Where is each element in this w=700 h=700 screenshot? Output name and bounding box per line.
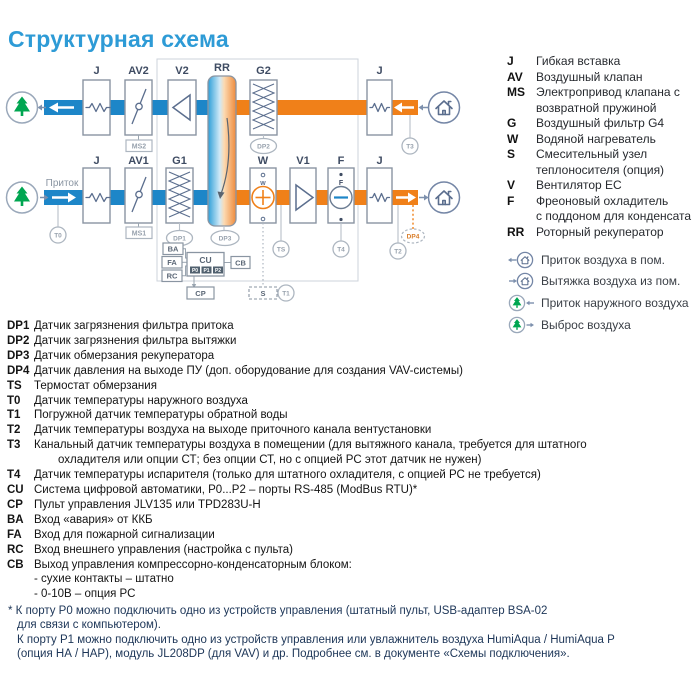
definition-text: Система цифровой автоматики, P0...P2 – порты RS-485 (ModBus RTU)* <box>34 483 418 496</box>
definition-key: T3 <box>7 439 21 452</box>
input-label-ba: BA <box>167 244 179 254</box>
definition-key: BA <box>7 513 24 526</box>
port-label-p2: P2 <box>214 268 222 274</box>
house-arrow-in-icon <box>507 272 536 290</box>
sensor-label-t2: T2 <box>394 248 402 256</box>
footnote-line: * К порту P0 можно подключить одно из устройств управления (штатный пульт, USB-адаптер BSA-02 <box>8 605 548 617</box>
flexible-insert-box-supply-left <box>83 168 110 223</box>
input-label-fa: FA <box>167 258 177 267</box>
legend-item <box>507 178 699 194</box>
label-v1: V1 <box>296 155 310 167</box>
flow-legend-label: Приток наружного воздуха <box>541 295 689 310</box>
definition-row <box>7 364 683 379</box>
label-g1: G1 <box>172 155 187 167</box>
definition-row <box>7 528 683 543</box>
definition-sub-item: - 0-10В – опция РС <box>34 588 136 601</box>
footnote-line: К порту P1 можно подключить одно из устройств управления или увлажнитель воздуха HumiAqua / HumiAqua P <box>17 633 615 646</box>
sensor-dp3 <box>211 231 239 246</box>
footnote-line: для связи с компьютером). <box>17 619 161 632</box>
terminal-arrow-icon <box>419 195 429 201</box>
mixing-unit-s-optional <box>249 287 277 299</box>
freon-cooler-small-label: F <box>338 180 344 187</box>
port-label-p0: P0 <box>191 268 199 274</box>
legend-text: Смесительный узел <box>536 147 648 161</box>
legend-key: AV <box>507 69 523 84</box>
legend-text-wrap: с поддоном для конденсата <box>536 209 692 223</box>
label-j-exhaust-right: J <box>376 65 383 77</box>
port-label-p1: P1 <box>203 268 210 274</box>
sensor-t1 <box>277 285 294 301</box>
legend-item <box>507 54 699 70</box>
legend-text: Роторный рекуператор <box>536 224 664 239</box>
definition-key: T4 <box>7 469 21 482</box>
label-g2: G2 <box>256 65 271 77</box>
definition-row <box>7 438 683 453</box>
flow-legend-item <box>507 292 699 314</box>
legend-item <box>507 70 699 86</box>
definition-row <box>7 558 683 573</box>
legend-item <box>507 132 699 148</box>
mixing-unit-label: S <box>260 289 266 298</box>
output-cb <box>231 257 250 269</box>
label-j-supply-left: J <box>93 155 100 167</box>
control-unit-cu <box>187 253 224 277</box>
definition-key: FA <box>7 528 22 541</box>
legend-text: Гибкая вставка <box>536 54 621 68</box>
actuator-ms2 <box>126 140 152 152</box>
input-fa <box>162 257 182 269</box>
supply-inlet-label: Приток <box>45 178 79 189</box>
flow-legend-label: Выброс воздуха <box>541 317 631 332</box>
definition-row <box>7 483 683 498</box>
flow-legend-label: Приток воздуха в пом. <box>541 252 665 267</box>
control-panel-cp <box>187 287 214 299</box>
definition-text: Выход управления компрессорно-конденсаторным блоком: <box>34 558 352 571</box>
legend-key: G <box>507 116 517 130</box>
sensor-label-dp4: DP4 <box>406 233 420 241</box>
sensor-label-dp1: DP1 <box>173 235 186 243</box>
definition-key: DP1 <box>7 320 30 332</box>
legend-text: Воздушный фильтр G4 <box>536 116 665 130</box>
sensor-t2 <box>390 243 406 259</box>
definition-text-continuation: охладителя или опции СТ; без опции СТ, но с опцией РС этот датчик не нужен) <box>58 454 482 467</box>
sensor-t0 <box>50 227 66 243</box>
definition-row <box>7 319 683 334</box>
definition-text: Вход «авария» от ККБ <box>34 513 153 526</box>
sensor-dp4-optional <box>402 229 425 243</box>
tree-icon <box>7 92 38 123</box>
definition-text: Датчик температуры воздуха на выходе приточного канала вентустановки <box>34 424 432 437</box>
definition-row <box>7 423 683 438</box>
definition-text: Погружной датчик температуры обратной воды <box>34 409 288 422</box>
legend-key: J <box>507 54 514 68</box>
house-arrow-out-icon <box>507 251 536 269</box>
definition-sub-item: - сухие контакты – штатно <box>34 573 174 586</box>
definition-row <box>7 408 683 423</box>
definition-row <box>7 349 683 364</box>
definition-text: Датчик обмерзания рекуператора <box>34 349 215 362</box>
label-av2: AV2 <box>128 65 149 77</box>
legend-key: V <box>507 178 516 192</box>
definition-text: Канальный датчик температуры воздуха в помещении (для вытяжного канала, требуется для штатного <box>34 439 587 452</box>
input-ba <box>163 243 183 255</box>
definition-text: Датчик давления на выходе ПУ (доп. оборудование для создания VAV-системы) <box>34 364 463 377</box>
house-icon <box>429 182 460 213</box>
legend-item <box>507 85 699 116</box>
definition-key: CP <box>7 498 23 511</box>
control-unit-label: CU <box>199 255 212 265</box>
definition-text: Датчик температуры наружного воздуха <box>34 394 248 407</box>
legend-key: S <box>507 147 516 161</box>
input-rc <box>162 270 182 282</box>
definitions-list <box>7 319 683 602</box>
legend-text-wrap: теплоносителя (опция) <box>536 162 665 177</box>
definition-row <box>7 468 683 483</box>
definition-key: T2 <box>7 424 21 437</box>
definition-key: CU <box>7 483 24 496</box>
tree-icon <box>7 182 38 213</box>
legend-item <box>507 116 699 132</box>
legend-item <box>507 225 699 241</box>
definition-text: Вход внешнего управления (настройка с пульта) <box>34 543 294 556</box>
legend-text: Воздушный клапан <box>536 69 643 84</box>
terminal-arrow-icon <box>419 105 430 111</box>
sensor-label-t1: T1 <box>282 290 290 298</box>
footnotes <box>8 604 688 661</box>
definition-text: Пульт управления JLV135 или TPD283U-H <box>34 498 261 511</box>
actuator-label-ms2: MS2 <box>131 143 147 151</box>
definition-text: Вход для пожарной сигнализации <box>34 528 215 541</box>
definition-row <box>7 543 683 558</box>
input-label-rc: RC <box>166 271 178 281</box>
page-title: Структурная схема <box>8 26 229 52</box>
sensor-t3 <box>402 138 418 154</box>
definition-row <box>7 379 683 394</box>
definition-row <box>7 498 683 513</box>
flow-legend-item <box>507 271 699 293</box>
legend-key: RR <box>507 224 525 239</box>
definition-key: DP4 <box>7 364 30 377</box>
tree-arrow-in-icon <box>507 294 536 312</box>
label-v2: V2 <box>175 65 189 77</box>
rotary-recuperator <box>208 76 236 226</box>
flow-legend-label: Вытяжка воздуха из пом. <box>541 274 681 289</box>
definition-text: Датчик загрязнения фильтра вытяжки <box>34 334 237 347</box>
sensor-label-t3: T3 <box>406 143 414 151</box>
flexible-insert-box-supply-right <box>367 168 392 223</box>
label-j-exhaust-left: J <box>93 65 100 77</box>
sensor-label-t4: T4 <box>337 246 345 254</box>
definition-key: CB <box>7 558 24 571</box>
sensor-dp2 <box>251 139 277 154</box>
legend-item <box>507 147 699 178</box>
definition-key: T0 <box>7 394 21 407</box>
label-j-supply-right: J <box>376 155 383 167</box>
definition-text: Датчик температуры испарителя (только для штатного охладителя, с опцией РС не требуется) <box>34 469 541 482</box>
legend-panel <box>507 54 699 335</box>
output-label-cb: CB <box>235 258 246 268</box>
water-heater-small-label: w <box>260 180 266 187</box>
definition-text: Термостат обмерзания <box>34 379 157 392</box>
sensor-label-dp3: DP3 <box>218 235 232 243</box>
sensor-label-t0: T0 <box>54 232 62 240</box>
legend-key: W <box>507 131 519 146</box>
control-panel-label: CP <box>195 289 206 298</box>
house-icon <box>429 92 460 123</box>
structural-scheme-diagram <box>0 0 500 320</box>
legend-key: MS <box>507 85 525 99</box>
label-f: F <box>337 155 345 167</box>
label-w: W <box>257 155 269 167</box>
label-av1: AV1 <box>128 155 149 167</box>
legend-text: Электропривод клапана с <box>536 85 680 99</box>
definition-key: DP3 <box>7 349 30 362</box>
definition-key: RC <box>7 543 24 556</box>
legend-text: Фреоновый охладитель <box>536 193 669 208</box>
sensor-label-ts: TS <box>276 246 286 254</box>
flow-legend-item <box>507 249 699 271</box>
footnote-line: (опция НА / НАР), модуль JL208DP (для VAV) и др. Подробнее см. в документе «Схемы подключения». <box>17 647 570 660</box>
definition-key: T1 <box>7 409 21 422</box>
legend-text-wrap: возвратной пружиной <box>536 100 657 115</box>
definition-key: DP2 <box>7 334 30 347</box>
definition-row <box>7 394 683 409</box>
sensor-label-dp2: DP2 <box>257 143 270 151</box>
legend-text: Вентилятор EC <box>536 178 622 192</box>
definition-key: TS <box>7 379 22 392</box>
definition-row <box>7 513 683 528</box>
actuator-ms1 <box>126 227 152 239</box>
definition-row <box>7 334 683 349</box>
label-rr: RR <box>214 62 230 74</box>
legend-text: Водяной нагреватель <box>536 131 656 146</box>
definition-text: Датчик загрязнения фильтра притока <box>34 320 234 332</box>
legend-item <box>507 194 699 225</box>
legend-key: F <box>507 193 515 208</box>
actuator-label-ms1: MS1 <box>131 230 147 238</box>
sensor-ts <box>273 241 289 257</box>
sensor-t4 <box>333 241 349 257</box>
